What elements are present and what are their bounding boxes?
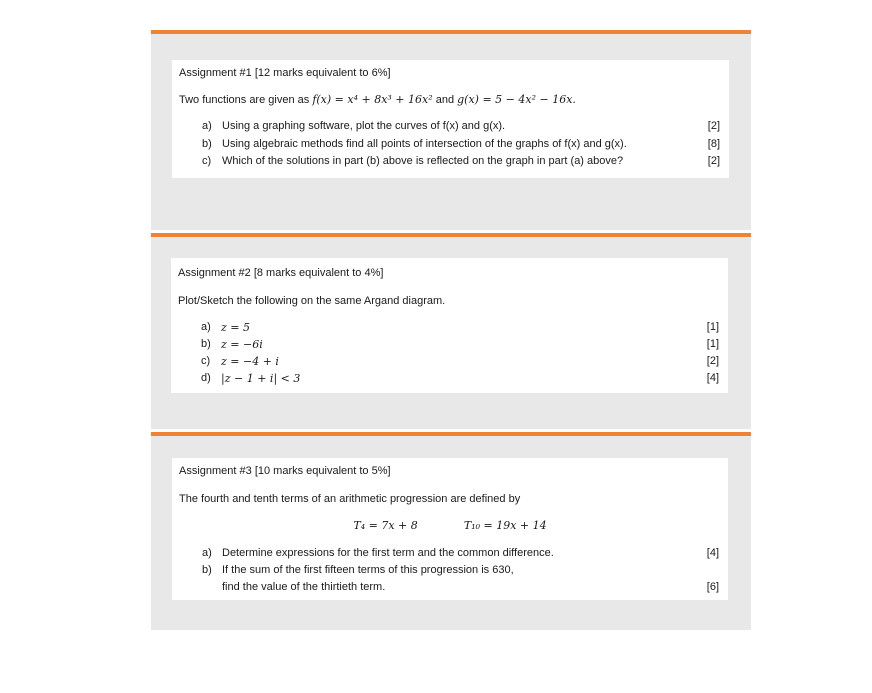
t4-expression: T₄ = 7x + 8 [353, 519, 418, 532]
list-item [172, 120, 729, 134]
assignment-3-card [172, 458, 728, 600]
item-letter: a) [202, 120, 212, 132]
intro-and: and [435, 94, 455, 106]
item-letter: d) [201, 372, 211, 384]
assignment-1-title: Assignment #1 [12 marks equivalent to 6%] [179, 67, 391, 79]
item-letter: c) [202, 155, 212, 167]
assignment-1-panel [151, 30, 751, 230]
item-text: Determine expressions for the first term and the common difference. [222, 547, 554, 559]
item-letter: c) [201, 355, 211, 367]
list-item [171, 372, 728, 386]
item-letter: b) [202, 138, 212, 150]
item-marks: [2] [707, 120, 720, 132]
list-item [172, 138, 729, 152]
list-item [172, 155, 729, 169]
assignment-3-panel [151, 432, 751, 630]
list-item [171, 338, 728, 352]
item-marks: [4] [706, 372, 719, 384]
assignment-2-intro: Plot/Sketch the following on the same Argand diagram. [178, 295, 446, 307]
item-marks: [4] [706, 547, 719, 559]
item-marks: [2] [707, 155, 720, 167]
t10-expression: T₁₀ = 19x + 14 [463, 519, 547, 532]
item-marks: [1] [706, 338, 719, 350]
f-expression: f(x) = x⁴ + 8x³ + 16x² [312, 93, 433, 106]
list-item [172, 547, 728, 561]
item-letter: b) [201, 338, 211, 350]
assignment-3-title: Assignment #3 [10 marks equivalent to 5%] [179, 465, 391, 477]
assignment-1-card [172, 60, 729, 178]
item-text: If the sum of the first fifteen terms of this progression is 630, [222, 564, 514, 576]
list-item [171, 355, 728, 369]
list-item [171, 321, 728, 335]
assignment-2-title: Assignment #2 [8 marks equivalent to 4%] [178, 267, 384, 279]
g-expression: g(x) = 5 − 4x² − 16x. [457, 93, 576, 106]
list-item [172, 581, 728, 595]
item-text: Using algebraic methods find all points of intersection of the graphs of f(x) and g(x). [222, 138, 627, 150]
item-text: z = −4 + i [221, 355, 279, 368]
item-text: z = −6i [221, 338, 263, 351]
assignment-3-intro: The fourth and tenth terms of an arithmetic progression are defined by [179, 493, 521, 505]
item-marks: [1] [706, 321, 719, 333]
item-letter: a) [201, 321, 211, 333]
item-text: Using a graphing software, plot the curves of f(x) and g(x). [222, 120, 506, 132]
item-text: Which of the solutions in part (b) above is reflected on the graph in part (a) above? [222, 155, 624, 167]
item-text: find the value of the thirtieth term. [222, 581, 386, 593]
item-letter: b) [202, 564, 212, 576]
item-marks: [8] [707, 138, 720, 150]
item-letter: a) [202, 547, 212, 559]
item-text: |z − 1 + i| < 3 [221, 372, 301, 385]
item-marks: [6] [706, 581, 719, 593]
assignment-2-panel [151, 233, 751, 429]
item-text: z = 5 [221, 321, 251, 334]
assignment-2-card [171, 258, 728, 393]
list-item [172, 564, 728, 578]
term-definitions [172, 519, 728, 532]
item-marks: [2] [706, 355, 719, 367]
assignment-1-intro [179, 93, 576, 106]
intro-prefix: Two functions are given as [179, 94, 310, 106]
